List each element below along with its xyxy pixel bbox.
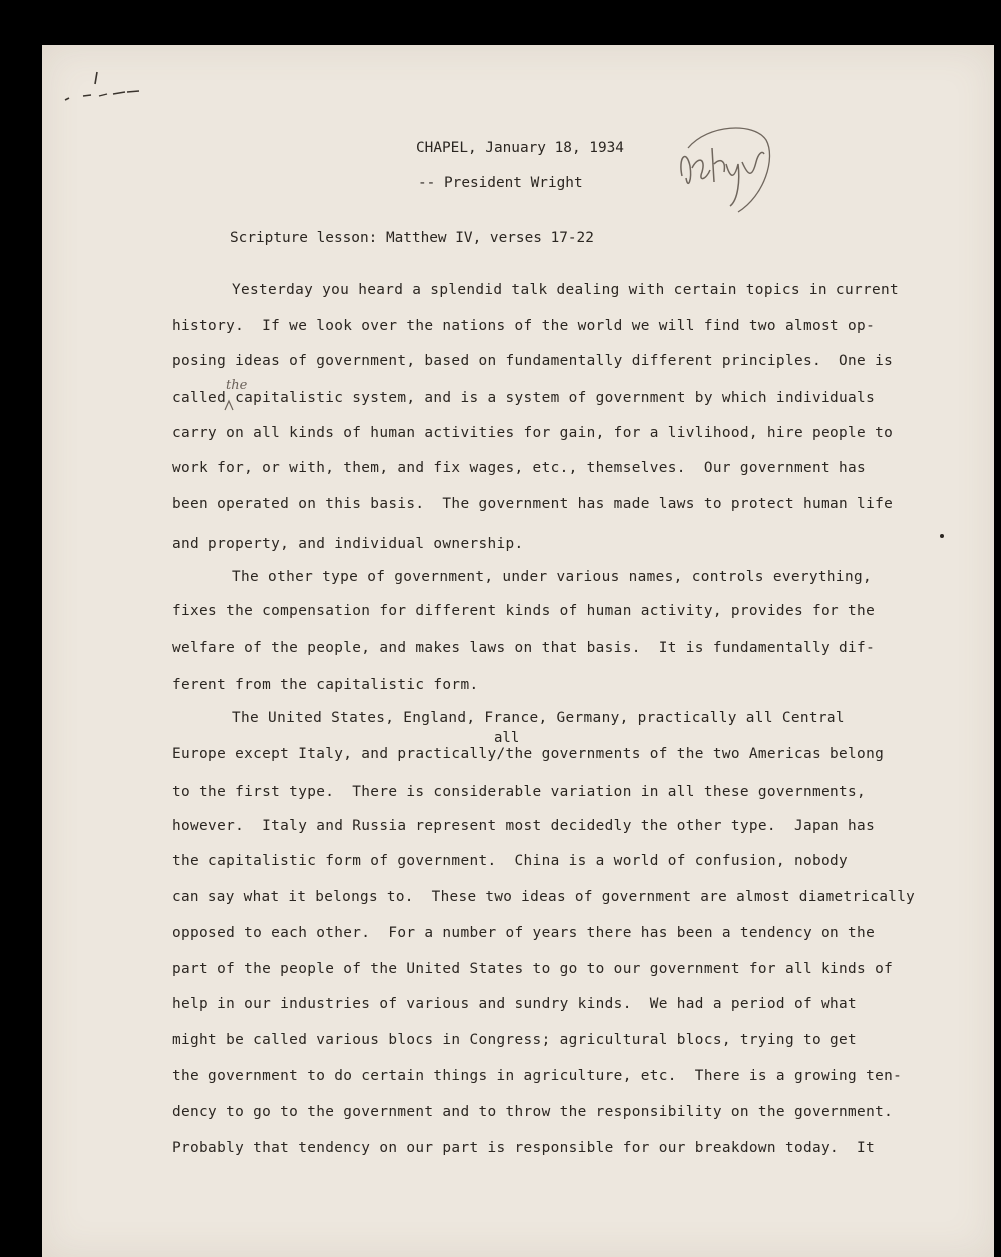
text-line: Yesterday you heard a splendid talk dealing with certain topics in current (232, 282, 900, 298)
text-line: fixes the compensation for different kinds of human activity, provides for the (172, 603, 876, 619)
text-line: been operated on this basis. The government has made laws to protect human life (172, 496, 894, 512)
text-line: opposed to each other. For a number of years there has been a tendency on the (172, 925, 876, 941)
text-line: the capitalistic form of government. China is a world of confusion, nobody (172, 853, 849, 869)
speaker-line: -- President Wright (418, 175, 583, 191)
text-line: The other type of government, under various names, controls everything, (232, 569, 872, 585)
text-line: carry on all kinds of human activities for gain, for a livlihood, hire people to (172, 425, 894, 441)
text-line: ferent from the capitalistic form. (172, 677, 479, 693)
text-line: might be called various blocs in Congress; agricultural blocs, trying to get (172, 1032, 858, 1048)
pencil-marks-icon (55, 62, 145, 112)
text-line: part of the people of the United States to go to our government for all kinds of (172, 961, 894, 977)
text-line: can say what it belongs to. These two ideas of government are almost diametrically (172, 889, 916, 905)
text-line: however. Italy and Russia represent most decidedly the other type. Japan has (172, 818, 876, 834)
text-line: to the first type. There is considerable variation in all these governments, (172, 784, 867, 800)
paper-speck (940, 534, 944, 538)
text-line: welfare of the people, and makes laws on that basis. It is fundamentally dif- (172, 640, 876, 656)
handwritten-initials-signature (668, 118, 778, 218)
text-line: Probably that tendency on our part is responsible for our breakdown today. It (172, 1140, 876, 1156)
handwritten-insertion: the (226, 378, 248, 393)
text-line: The United States, England, France, Germany, practically all Central (232, 710, 845, 726)
scripture-line: Scripture lesson: Matthew IV, verses 17-22 (230, 230, 594, 246)
text-line: posing ideas of government, based on fundamentally different principles. One is (172, 353, 894, 369)
text-line: the government to do certain things in agriculture, etc. There is a growing ten- (172, 1068, 903, 1084)
text-line: history. If we look over the nations of the world we will find two almost op- (172, 318, 876, 334)
text-line: work for, or with, them, and fix wages, etc., themselves. Our government has (172, 460, 867, 476)
document-title: CHAPEL, January 18, 1934 (416, 140, 624, 156)
text-line: called capitalistic system, and is a system of government by which individuals (172, 390, 876, 406)
interlinear-insertion: all (494, 730, 520, 746)
text-line: help in our industries of various and sundry kinds. We had a period of what (172, 996, 858, 1012)
text-line: dency to go to the government and to throw the responsibility on the government. (172, 1104, 894, 1120)
text-line: Europe except Italy, and practically/the governments of the two Americas belong (172, 746, 885, 762)
text-line: and property, and individual ownership. (172, 536, 524, 552)
